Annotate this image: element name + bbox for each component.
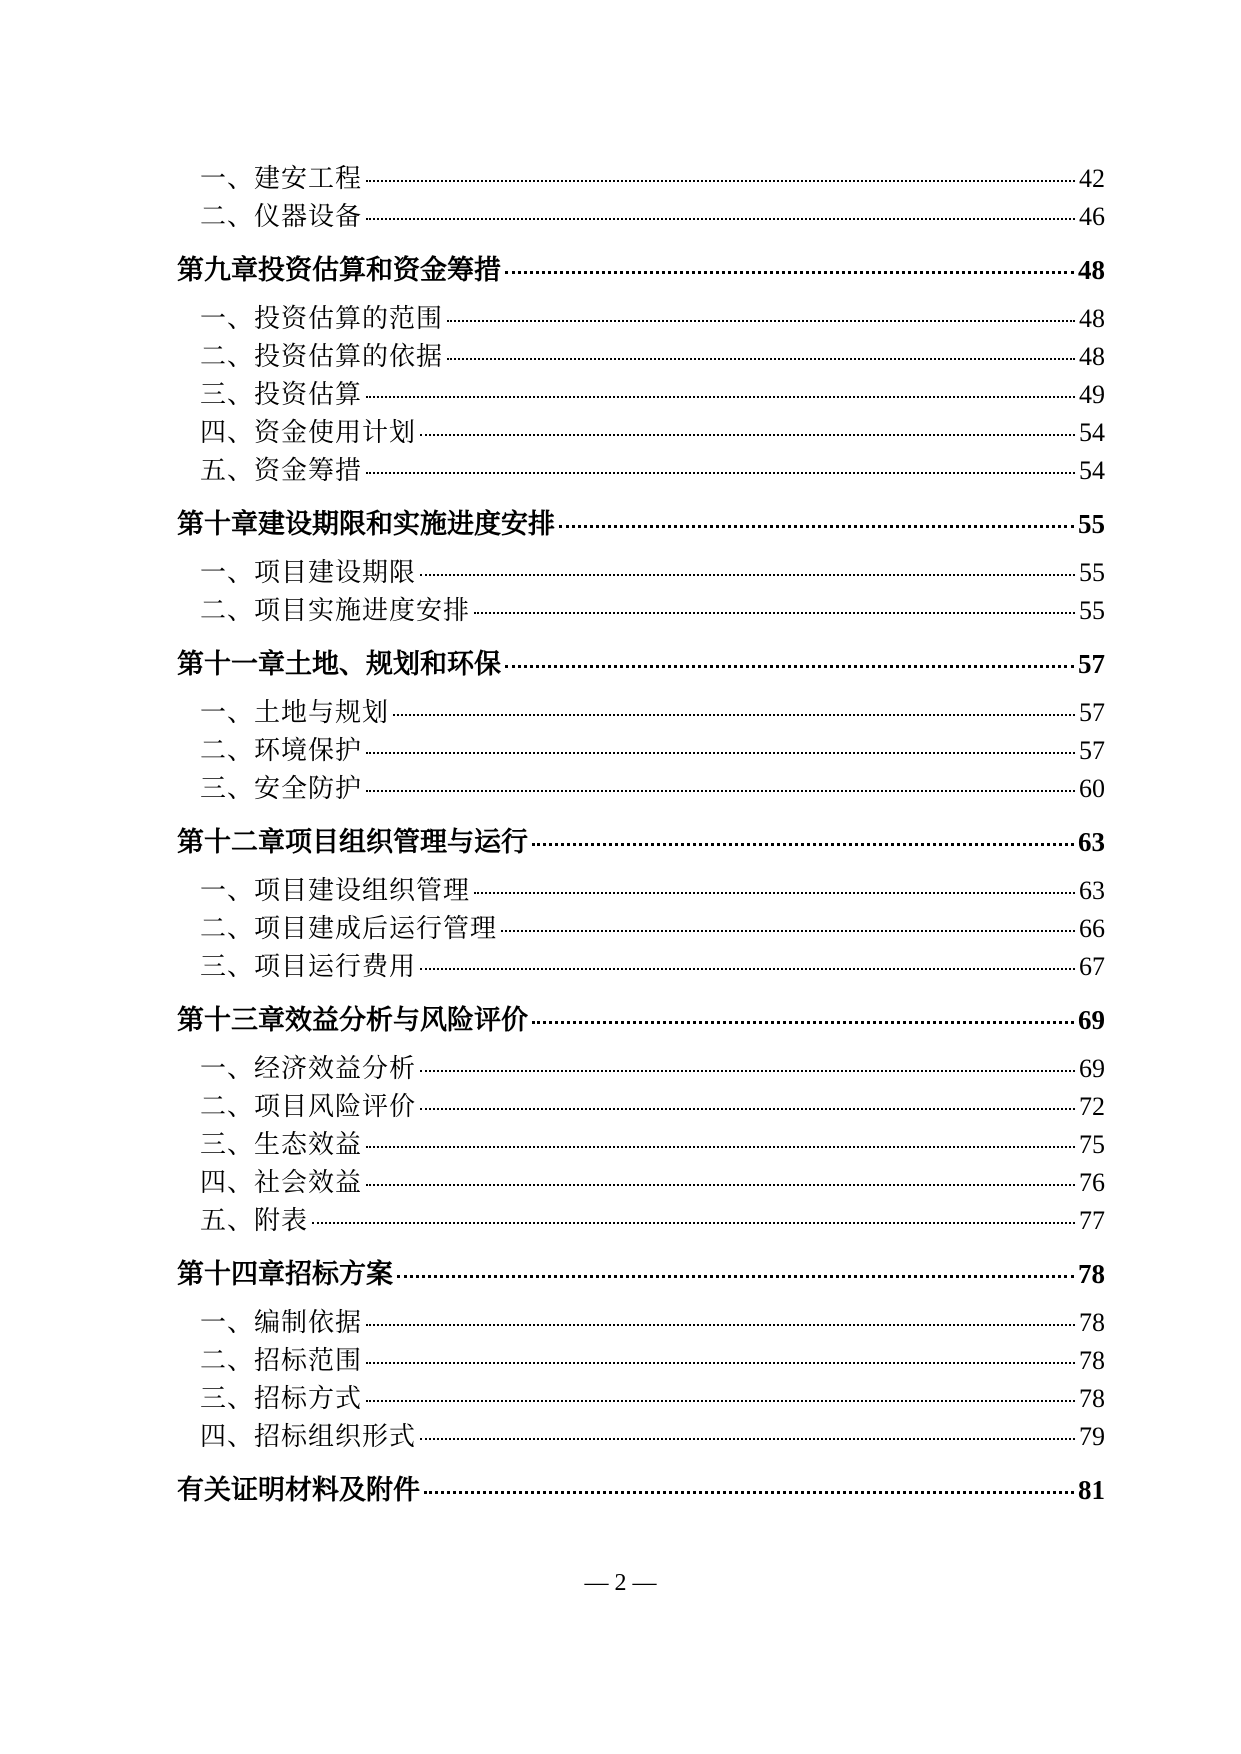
toc-entry-page-number: 57 xyxy=(1079,736,1105,765)
toc-dot-leader xyxy=(474,892,1075,894)
toc-section-entry[interactable] xyxy=(200,1340,1105,1377)
toc-section-entry[interactable] xyxy=(200,908,1105,945)
toc-entry-page-number: 49 xyxy=(1079,380,1105,409)
toc-dot-leader xyxy=(447,320,1075,322)
toc-entry-page-number: 67 xyxy=(1079,952,1105,981)
toc-dot-leader xyxy=(474,612,1075,614)
toc-dot-leader xyxy=(420,968,1075,970)
toc-dot-leader xyxy=(366,1362,1075,1364)
toc-section-entry[interactable] xyxy=(200,450,1105,487)
toc-dot-leader xyxy=(559,525,1074,528)
toc-entry-title: 第九章投资估算和资金筹措 xyxy=(177,255,501,286)
toc-entry-title: 三、招标方式 xyxy=(200,1384,363,1414)
toc-entry-title: 二、环境保护 xyxy=(200,736,363,766)
toc-section-entry[interactable] xyxy=(200,1378,1105,1415)
toc-entry-page-number: 63 xyxy=(1078,827,1105,857)
toc-dot-leader xyxy=(397,1275,1074,1278)
toc-dot-leader xyxy=(366,396,1075,398)
toc-entry-page-number: 78 xyxy=(1079,1346,1105,1375)
toc-section-entry[interactable] xyxy=(200,590,1105,627)
toc-dot-leader xyxy=(420,1070,1075,1072)
toc-dot-leader xyxy=(424,1491,1074,1494)
toc-entry-page-number: 81 xyxy=(1078,1475,1105,1505)
toc-entry-page-number: 76 xyxy=(1079,1168,1105,1197)
toc-entry-title: 二、投资估算的依据 xyxy=(200,342,444,372)
toc-entry-title: 三、生态效益 xyxy=(200,1130,363,1160)
toc-section-entry[interactable] xyxy=(200,1048,1105,1085)
toc-entry-page-number: 79 xyxy=(1079,1422,1105,1451)
toc-entry-title: 二、项目建成后运行管理 xyxy=(200,914,498,944)
toc-chapter-entry[interactable] xyxy=(177,1252,1105,1291)
toc-entry-page-number: 55 xyxy=(1079,596,1105,625)
toc-dot-leader xyxy=(420,1438,1075,1440)
toc-section-entry[interactable] xyxy=(200,1162,1105,1199)
toc-entry-page-number: 54 xyxy=(1079,418,1105,447)
toc-entry-title: 二、招标范围 xyxy=(200,1346,363,1376)
toc-entry-page-number: 60 xyxy=(1079,774,1105,803)
toc-entry-title: 四、招标组织形式 xyxy=(200,1422,417,1452)
toc-dot-leader xyxy=(366,1184,1075,1186)
toc-entry-title: 三、安全防护 xyxy=(200,774,363,804)
toc-section-entry[interactable] xyxy=(200,730,1105,767)
toc-entry-page-number: 54 xyxy=(1079,456,1105,485)
toc-section-entry[interactable] xyxy=(200,196,1105,233)
toc-entry-title: 二、项目实施进度安排 xyxy=(200,596,471,626)
toc-entry-page-number: 55 xyxy=(1079,558,1105,587)
toc-entry-title: 五、资金筹措 xyxy=(200,456,363,486)
toc-chapter-entry[interactable] xyxy=(177,820,1105,859)
toc-section-entry[interactable] xyxy=(200,1086,1105,1123)
toc-entry-title: 第十一章土地、规划和环保 xyxy=(177,649,501,680)
toc-entry-title: 二、项目风险评价 xyxy=(200,1092,417,1122)
toc-section-entry[interactable] xyxy=(200,336,1105,373)
toc-dot-leader xyxy=(447,358,1075,360)
toc-entry-title: 一、经济效益分析 xyxy=(200,1054,417,1084)
toc-dot-leader xyxy=(501,930,1075,932)
toc-entry-title: 一、土地与规划 xyxy=(200,698,390,728)
toc-entry-page-number: 55 xyxy=(1078,509,1105,539)
toc-entry-page-number: 78 xyxy=(1079,1308,1105,1337)
toc-chapter-entry[interactable] xyxy=(177,998,1105,1037)
toc-entry-title: 一、项目建设组织管理 xyxy=(200,876,471,906)
toc-dot-leader xyxy=(505,665,1074,668)
toc-dot-leader xyxy=(505,271,1074,274)
toc-chapter-entry[interactable] xyxy=(177,502,1105,541)
toc-entry-title: 第十三章效益分析与风险评价 xyxy=(177,1005,528,1036)
toc-dot-leader xyxy=(420,434,1075,436)
toc-entry-page-number: 78 xyxy=(1078,1259,1105,1289)
toc-entry-page-number: 57 xyxy=(1078,649,1105,679)
toc-section-entry[interactable] xyxy=(200,946,1105,983)
toc-section-entry[interactable] xyxy=(200,1200,1105,1237)
toc-section-entry[interactable] xyxy=(200,870,1105,907)
toc-dot-leader xyxy=(366,790,1075,792)
toc-entry-title: 第十二章项目组织管理与运行 xyxy=(177,827,528,858)
toc-entry-title: 二、仪器设备 xyxy=(200,202,363,232)
toc-dot-leader xyxy=(393,714,1075,716)
toc-entry-title: 三、投资估算 xyxy=(200,380,363,410)
toc-entry-page-number: 57 xyxy=(1079,698,1105,727)
toc-entry-page-number: 48 xyxy=(1079,342,1105,371)
toc-entry-page-number: 77 xyxy=(1079,1206,1105,1235)
toc-entry-page-number: 72 xyxy=(1079,1092,1105,1121)
toc-section-entry[interactable] xyxy=(200,1124,1105,1161)
toc-entry-page-number: 63 xyxy=(1079,876,1105,905)
toc-section-entry[interactable] xyxy=(200,552,1105,589)
toc-dot-leader xyxy=(532,1021,1074,1024)
toc-entry-title: 四、资金使用计划 xyxy=(200,418,417,448)
toc-entry-page-number: 78 xyxy=(1079,1384,1105,1413)
toc-dot-leader xyxy=(420,574,1075,576)
toc-entry-page-number: 46 xyxy=(1079,202,1105,231)
toc-dot-leader xyxy=(366,752,1075,754)
toc-dot-leader xyxy=(366,472,1075,474)
toc-section-entry[interactable] xyxy=(200,298,1105,335)
toc-dot-leader xyxy=(366,180,1075,182)
toc-dot-leader xyxy=(366,1324,1075,1326)
toc-section-entry[interactable] xyxy=(200,374,1105,411)
toc-dot-leader xyxy=(312,1222,1075,1224)
toc-chapter-entry[interactable] xyxy=(177,248,1105,287)
toc-dot-leader xyxy=(532,843,1074,846)
toc-section-entry[interactable] xyxy=(200,158,1105,195)
toc-entry-title: 四、社会效益 xyxy=(200,1168,363,1198)
toc-entry-title: 一、投资估算的范围 xyxy=(200,304,444,334)
toc-dot-leader xyxy=(366,1400,1075,1402)
toc-entry-title: 一、建安工程 xyxy=(200,164,363,194)
toc-dot-leader xyxy=(366,218,1075,220)
toc-entry-page-number: 48 xyxy=(1078,255,1105,285)
toc-chapter-entry[interactable] xyxy=(177,642,1105,681)
toc-chapter-entry[interactable] xyxy=(177,1468,1105,1507)
toc-section-entry[interactable] xyxy=(200,1416,1105,1453)
toc-entry-page-number: 69 xyxy=(1079,1054,1105,1083)
toc-entry-title: 一、编制依据 xyxy=(200,1308,363,1338)
toc-section-entry[interactable] xyxy=(200,412,1105,449)
toc-entry-page-number: 42 xyxy=(1079,164,1105,193)
toc-entry-title: 五、附表 xyxy=(200,1206,309,1236)
toc-dot-leader xyxy=(420,1108,1075,1110)
toc-dot-leader xyxy=(366,1146,1075,1148)
toc-entry-page-number: 69 xyxy=(1078,1005,1105,1035)
toc-entry-page-number: 66 xyxy=(1079,914,1105,943)
page-number: — 2 — xyxy=(584,1570,657,1596)
toc-entry-page-number: 48 xyxy=(1079,304,1105,333)
toc-entry-title: 第十四章招标方案 xyxy=(177,1259,393,1290)
toc-entry-page-number: 75 xyxy=(1079,1130,1105,1159)
toc-section-entry[interactable] xyxy=(200,1302,1105,1339)
toc-entry-title: 一、项目建设期限 xyxy=(200,558,417,588)
toc-section-entry[interactable] xyxy=(200,768,1105,805)
toc-entry-title: 第十章建设期限和实施进度安排 xyxy=(177,509,555,540)
toc-entry-title: 三、项目运行费用 xyxy=(200,952,417,982)
toc-entry-title: 有关证明材料及附件 xyxy=(177,1475,420,1506)
toc-section-entry[interactable] xyxy=(200,692,1105,729)
